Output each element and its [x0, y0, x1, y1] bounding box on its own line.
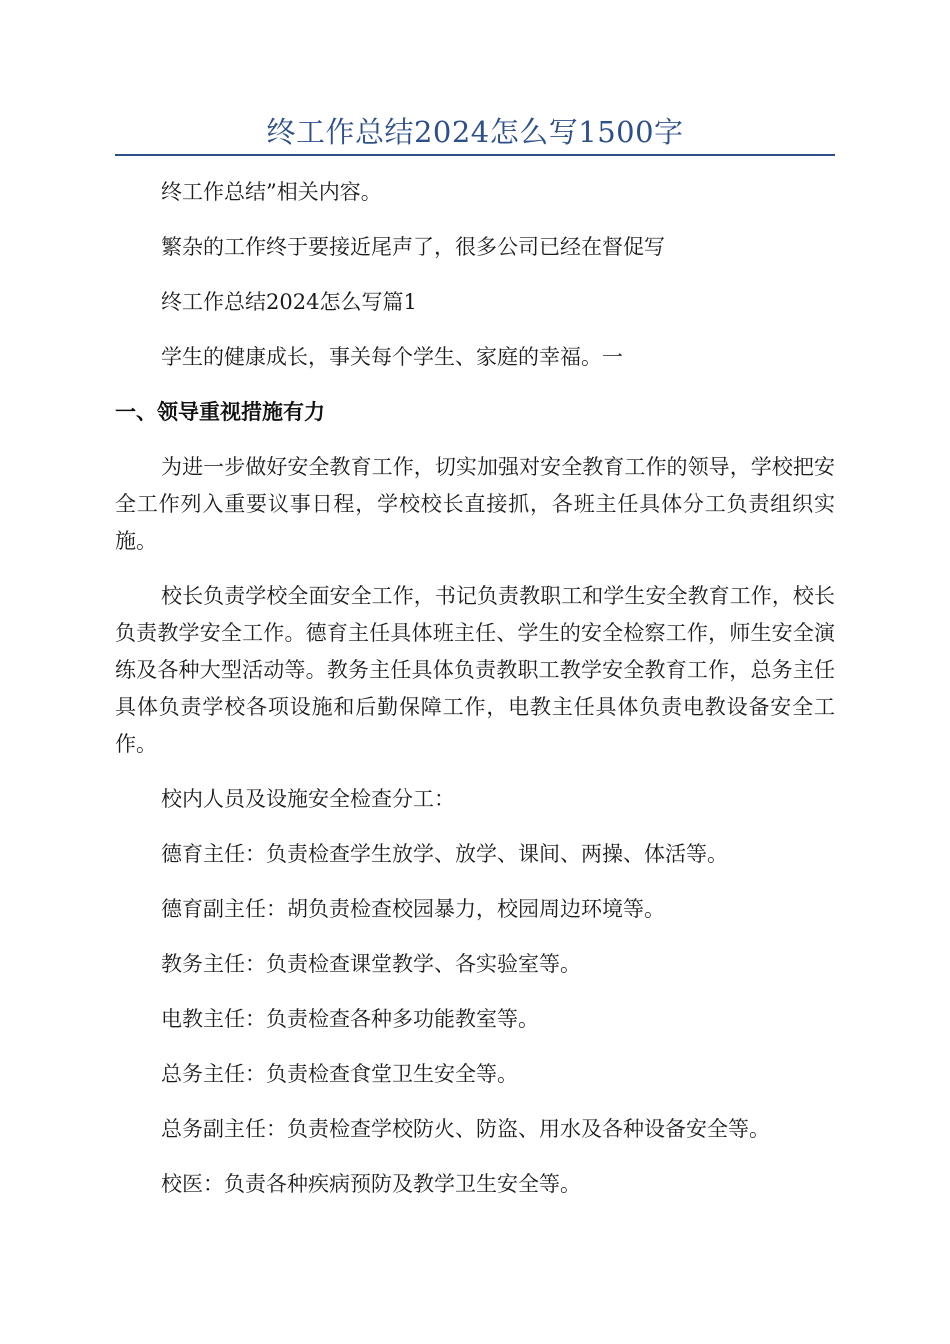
paragraph-responsibilities: 校长负责学校全面安全工作，书记负责教职工和学生安全教育工作，校长负责教学安全工作。德育主任具体班主任、学生的安全检察工作，师生安全演练及各种大型活动等。教务主任具体负责教职工教学安全教育工作，总务主任具体负责学校各项设施和后勤保障工作，电教主任具体负责电教设备安全工作。: [115, 584, 835, 756]
document-body: [115, 174, 835, 1221]
paragraph-inspection-division: 校内人员及设施安全检查分工：: [161, 787, 455, 811]
paragraph-section-title: 终工作总结2024怎么写篇1: [161, 290, 417, 314]
section-heading-leadership: 一、领导重视措施有力: [115, 400, 325, 424]
title-underline: [115, 154, 835, 156]
paragraph-students-health: 学生的健康成长，事关每个学生、家庭的幸福。一: [161, 345, 623, 369]
list-item-academic-director: 教务主任：负责检查课堂教学、各实验室等。: [161, 952, 581, 976]
list-item-av-director: 电教主任：负责检查各种多功能教室等。: [161, 1007, 539, 1031]
paragraph-busy-work: 繁杂的工作终于要接近尾声了，很多公司已经在督促写: [161, 235, 665, 259]
document-title: 终工作总结2024怎么写1500字: [266, 115, 684, 149]
list-item-general-deputy: 总务副主任：负责检查学校防火、防盗、用水及各种设备安全等。: [161, 1117, 770, 1141]
list-item-school-doctor: 校医：负责各种疾病预防及教学卫生安全等。: [161, 1172, 581, 1196]
list-item-moral-deputy: 德育副主任：胡负责检查校园暴力，校园周边环境等。: [161, 897, 665, 921]
list-item-general-director: 总务主任：负责检查食堂卫生安全等。: [161, 1062, 518, 1086]
paragraph-intro: 终工作总结”相关内容。: [161, 180, 382, 204]
list-item-moral-director: 德育主任：负责检查学生放学、放学、课间、两操、体活等。: [161, 842, 728, 866]
paragraph-safety-education: 为进一步做好安全教育工作，切实加强对安全教育工作的领导，学校把安全工作列入重要议事日程，学校校长直接抓，各班主任具体分工负责组织实施。: [115, 455, 835, 553]
